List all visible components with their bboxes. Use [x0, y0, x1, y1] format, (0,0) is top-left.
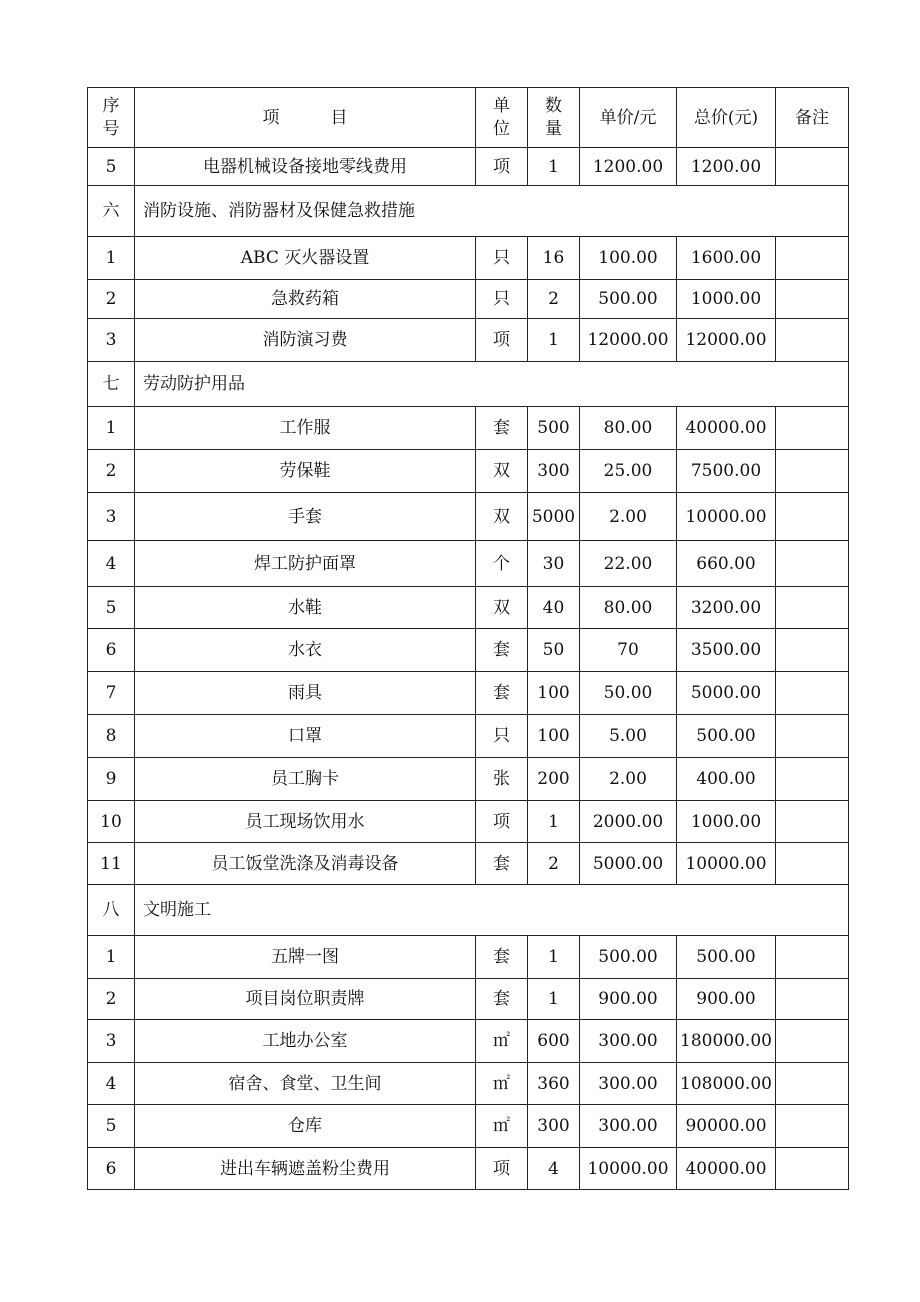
cell-total: 12000.00 [677, 319, 776, 362]
table-row [88, 319, 849, 362]
cell-unit-price: 22.00 [580, 541, 677, 587]
cell-seq: 7 [88, 672, 135, 715]
cell-remark [776, 1105, 849, 1148]
cell-remark [776, 1020, 849, 1063]
table-row [88, 715, 849, 758]
cell-remark [776, 979, 849, 1020]
cell-unit: 套 [476, 672, 528, 715]
cell-remark [776, 758, 849, 801]
cell-qty: 600 [528, 1020, 580, 1063]
section-title: 劳动防护用品 [135, 362, 849, 407]
cell-unit-price: 70 [580, 629, 677, 672]
cell-item-name: 水衣 [135, 629, 476, 672]
header-item: 项 目 [135, 88, 476, 148]
table-row [88, 280, 849, 319]
cell-qty: 30 [528, 541, 580, 587]
header-qty-line2: 量 [545, 118, 562, 139]
cell-unit: 双 [476, 493, 528, 541]
header-unit-line2: 位 [493, 118, 510, 139]
cell-item-name: ABC 灭火器设置 [135, 237, 476, 280]
cell-unit-price: 300.00 [580, 1063, 677, 1105]
cell-unit-price: 10000.00 [580, 1148, 677, 1190]
cell-unit-price: 25.00 [580, 450, 677, 493]
cell-item-name: 五牌一图 [135, 936, 476, 979]
cell-qty: 2 [528, 843, 580, 885]
cell-remark [776, 319, 849, 362]
cell-seq: 2 [88, 979, 135, 1020]
cell-remark [776, 1148, 849, 1190]
cell-remark [776, 148, 849, 186]
cell-unit: 套 [476, 843, 528, 885]
cell-unit-price: 80.00 [580, 407, 677, 450]
table-row [88, 148, 849, 186]
section-row [88, 186, 849, 237]
table-row [88, 843, 849, 885]
table-row [88, 541, 849, 587]
cell-item-name: 水鞋 [135, 587, 476, 629]
cell-seq: 1 [88, 407, 135, 450]
table-row [88, 979, 849, 1020]
table-row [88, 1020, 849, 1063]
cell-item-name: 员工饭堂洗涤及消毒设备 [135, 843, 476, 885]
cell-total: 180000.00 [677, 1020, 776, 1063]
cell-unit: 套 [476, 629, 528, 672]
cell-total: 3500.00 [677, 629, 776, 672]
section-number: 七 [88, 362, 135, 407]
cell-seq: 3 [88, 493, 135, 541]
cell-item-name: 工地办公室 [135, 1020, 476, 1063]
cell-qty: 1 [528, 979, 580, 1020]
cell-unit-price: 300.00 [580, 1105, 677, 1148]
cell-unit-price: 100.00 [580, 237, 677, 280]
cell-item-name: 仓库 [135, 1105, 476, 1148]
cell-seq: 2 [88, 450, 135, 493]
cell-seq: 5 [88, 148, 135, 186]
cell-total: 1200.00 [677, 148, 776, 186]
cell-unit-price: 50.00 [580, 672, 677, 715]
cell-remark [776, 237, 849, 280]
cell-item-name: 员工现场饮用水 [135, 801, 476, 843]
section-number: 六 [88, 186, 135, 237]
cell-qty: 40 [528, 587, 580, 629]
cell-seq: 10 [88, 801, 135, 843]
cell-qty: 1 [528, 148, 580, 186]
cell-total: 500.00 [677, 936, 776, 979]
cell-total: 1600.00 [677, 237, 776, 280]
cell-total: 10000.00 [677, 493, 776, 541]
cell-total: 90000.00 [677, 1105, 776, 1148]
section-title: 文明施工 [135, 885, 849, 936]
cell-unit: 个 [476, 541, 528, 587]
cell-qty: 100 [528, 672, 580, 715]
cell-qty: 200 [528, 758, 580, 801]
cell-total: 900.00 [677, 979, 776, 1020]
cell-remark [776, 801, 849, 843]
header-remark: 备注 [776, 88, 849, 148]
section-row [88, 362, 849, 407]
cell-remark [776, 1063, 849, 1105]
header-qty-line1: 数 [545, 95, 562, 116]
cell-total: 3200.00 [677, 587, 776, 629]
cell-unit-price: 500.00 [580, 936, 677, 979]
cell-qty: 50 [528, 629, 580, 672]
cell-item-name: 劳保鞋 [135, 450, 476, 493]
section-row [88, 885, 849, 936]
cell-total: 40000.00 [677, 407, 776, 450]
cell-unit-price: 5000.00 [580, 843, 677, 885]
cell-qty: 16 [528, 237, 580, 280]
cell-unit: 项 [476, 319, 528, 362]
cell-item-name: 手套 [135, 493, 476, 541]
header-qty [528, 88, 580, 148]
cell-remark [776, 407, 849, 450]
cell-remark [776, 587, 849, 629]
cell-seq: 5 [88, 1105, 135, 1148]
cell-unit-price: 300.00 [580, 1020, 677, 1063]
cell-seq: 9 [88, 758, 135, 801]
header-unit [476, 88, 528, 148]
cell-total: 1000.00 [677, 801, 776, 843]
cell-remark [776, 493, 849, 541]
cell-unit: ㎡ [476, 1020, 528, 1063]
cell-qty: 300 [528, 1105, 580, 1148]
cell-remark [776, 629, 849, 672]
cell-total: 10000.00 [677, 843, 776, 885]
cell-unit-price: 2000.00 [580, 801, 677, 843]
cell-unit: ㎡ [476, 1063, 528, 1105]
cell-seq: 3 [88, 1020, 135, 1063]
cell-qty: 300 [528, 450, 580, 493]
cell-unit: 只 [476, 280, 528, 319]
cell-unit: 项 [476, 801, 528, 843]
cell-unit: 项 [476, 1148, 528, 1190]
cell-total: 660.00 [677, 541, 776, 587]
cell-seq: 8 [88, 715, 135, 758]
cell-item-name: 口罩 [135, 715, 476, 758]
table-row [88, 237, 849, 280]
cell-unit: 双 [476, 587, 528, 629]
cell-qty: 500 [528, 407, 580, 450]
header-seq [88, 88, 135, 148]
header-total: 总价(元) [677, 88, 776, 148]
cell-item-name: 电器机械设备接地零线费用 [135, 148, 476, 186]
cell-total: 5000.00 [677, 672, 776, 715]
cell-total: 500.00 [677, 715, 776, 758]
cell-unit: 套 [476, 936, 528, 979]
cell-qty: 1 [528, 801, 580, 843]
cell-total: 40000.00 [677, 1148, 776, 1190]
cell-remark [776, 672, 849, 715]
cell-remark [776, 450, 849, 493]
cell-unit: ㎡ [476, 1105, 528, 1148]
cell-item-name: 宿舍、食堂、卫生间 [135, 1063, 476, 1105]
cell-qty: 2 [528, 280, 580, 319]
cell-unit-price: 2.00 [580, 493, 677, 541]
cell-item-name: 进出车辆遮盖粉尘费用 [135, 1148, 476, 1190]
table-row [88, 493, 849, 541]
table-row [88, 1105, 849, 1148]
cell-seq: 6 [88, 1148, 135, 1190]
table-row [88, 672, 849, 715]
cell-unit: 双 [476, 450, 528, 493]
cell-item-name: 急救药箱 [135, 280, 476, 319]
cell-item-name: 员工胸卡 [135, 758, 476, 801]
header-seq-line1: 序 [102, 95, 120, 116]
cell-total: 400.00 [677, 758, 776, 801]
cell-seq: 5 [88, 587, 135, 629]
cell-unit-price: 80.00 [580, 587, 677, 629]
cell-seq: 6 [88, 629, 135, 672]
table-row [88, 1148, 849, 1190]
cell-item-name: 雨具 [135, 672, 476, 715]
cell-total: 108000.00 [677, 1063, 776, 1105]
cell-unit-price: 900.00 [580, 979, 677, 1020]
cell-unit: 张 [476, 758, 528, 801]
table-row [88, 450, 849, 493]
table-row [88, 1063, 849, 1105]
cell-unit-price: 1200.00 [580, 148, 677, 186]
table-row [88, 936, 849, 979]
cell-unit: 套 [476, 979, 528, 1020]
cell-seq: 11 [88, 843, 135, 885]
table-row [88, 801, 849, 843]
header-unit-line1: 单 [493, 95, 510, 116]
cell-remark [776, 936, 849, 979]
cell-item-name: 工作服 [135, 407, 476, 450]
cell-total: 1000.00 [677, 280, 776, 319]
table-row [88, 629, 849, 672]
cell-qty: 1 [528, 319, 580, 362]
cell-qty: 4 [528, 1148, 580, 1190]
cell-item-name: 焊工防护面罩 [135, 541, 476, 587]
cell-qty: 100 [528, 715, 580, 758]
cell-unit-price: 500.00 [580, 280, 677, 319]
table-header-row [88, 88, 849, 148]
table-row [88, 407, 849, 450]
header-unit-price: 单价/元 [580, 88, 677, 148]
cell-unit: 只 [476, 715, 528, 758]
cell-qty: 5000 [528, 493, 580, 541]
cell-unit-price: 5.00 [580, 715, 677, 758]
cell-remark [776, 280, 849, 319]
cell-total: 7500.00 [677, 450, 776, 493]
cell-unit: 只 [476, 237, 528, 280]
cell-seq: 3 [88, 319, 135, 362]
cell-item-name: 项目岗位职责牌 [135, 979, 476, 1020]
cell-remark [776, 541, 849, 587]
cell-item-name: 消防演习费 [135, 319, 476, 362]
cell-qty: 360 [528, 1063, 580, 1105]
cell-remark [776, 715, 849, 758]
cost-table [87, 87, 849, 1190]
cell-unit-price: 2.00 [580, 758, 677, 801]
cell-unit: 项 [476, 148, 528, 186]
cell-qty: 1 [528, 936, 580, 979]
cell-seq: 4 [88, 1063, 135, 1105]
cell-remark [776, 843, 849, 885]
cell-seq: 1 [88, 237, 135, 280]
header-seq-line2: 号 [102, 118, 120, 139]
table-row [88, 758, 849, 801]
section-title: 消防设施、消防器材及保健急救措施 [135, 186, 849, 237]
cell-unit: 套 [476, 407, 528, 450]
table-row [88, 587, 849, 629]
cell-seq: 1 [88, 936, 135, 979]
cell-seq: 2 [88, 280, 135, 319]
cell-unit-price: 12000.00 [580, 319, 677, 362]
section-number: 八 [88, 885, 135, 936]
cell-seq: 4 [88, 541, 135, 587]
